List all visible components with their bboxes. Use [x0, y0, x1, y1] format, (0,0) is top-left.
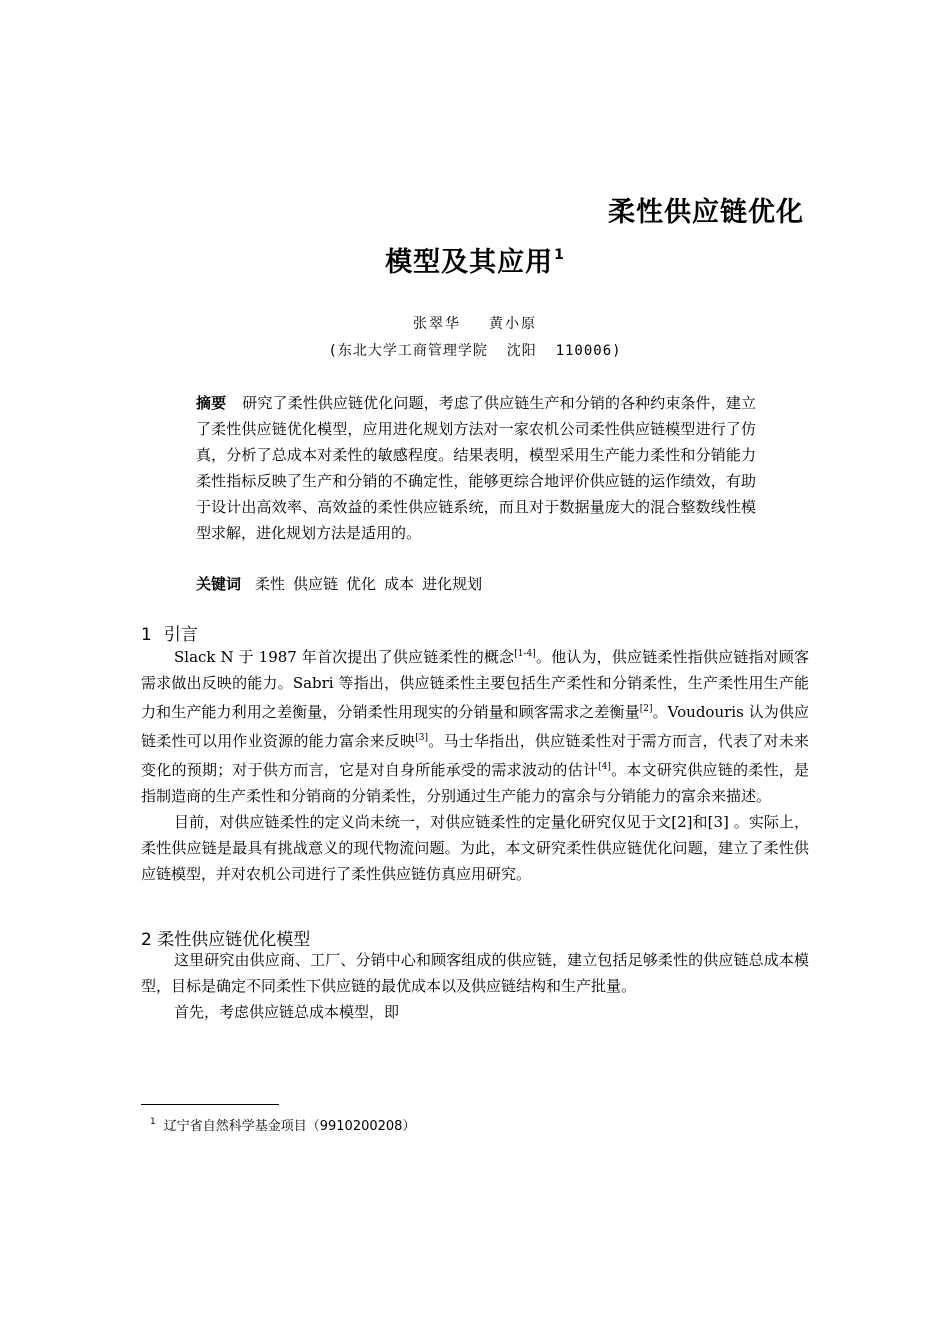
- keywords: [196, 571, 756, 597]
- section-2-paragraph-2: 首先，考虑供应链总成本模型，即: [174, 1003, 400, 1021]
- section-1-title: 引言: [163, 625, 198, 645]
- citation-ref: [3]: [415, 733, 429, 743]
- author-1: 张翠华: [413, 316, 461, 332]
- citation-ref: [1-4]: [514, 649, 536, 659]
- section-2-paragraph-1: 这里研究由供应商、工厂、分销中心和顾客组成的供应链，建立包括足够柔性的供应链总成本模型，目标是确定不同柔性下供应链的最优成本以及供应链结构和生产批量。: [141, 951, 809, 995]
- section-1-paragraph-2: 目前，对供应链柔性的定义尚未统一，对供应链柔性的定量化研究仅见于文[2]和[3] 。实际上，柔性供应链是最具有挑战意义的现代物流问题。为此，本文研究柔性供应链优化问题，建立了柔性供应链模型，并对农机公司进行了柔性供应链仿真应用研究。: [141, 813, 809, 883]
- text-run: 。马士华指出，供应链柔性对于需方而言，代表了对未来变化的预期；对于供方而言，它是对自身所能承受的需求波动的估计: [141, 732, 809, 779]
- abstract: [196, 390, 756, 546]
- footnote: [150, 1115, 415, 1134]
- keyword-4: 成本: [384, 575, 415, 593]
- citation-ref: [4]: [598, 762, 611, 772]
- text-run: 。Voudouris 认为供应链柔性可以用作业资源的能力富余来反映: [141, 703, 809, 750]
- abstract-label: 摘要: [196, 394, 227, 412]
- affiliation: (东北大学工商管理学院 沈阳 110006): [328, 343, 622, 359]
- text-run: 。他认为，供应链柔性指供应链指对顾客需求做出反映的能力。Sabri 等指出，供应链柔性主要包括生产柔性和分销柔性，生产柔性用生产能力和生产能力利用之差衡量，分销柔性用现实的分销量和顾客需求之差衡量: [141, 648, 809, 721]
- author-2: 黄小原: [489, 316, 537, 332]
- keyword-2: 供应链: [293, 575, 339, 593]
- section-1-paragraph-1: [141, 641, 809, 809]
- footnote-text: 辽宁省自然科学基金项目（9910200208）: [163, 1119, 416, 1134]
- section-2-heading: 2 柔性供应链优化模型: [141, 930, 311, 950]
- abstract-text: 研究了柔性供应链优化问题，考虑了供应链生产和分销的各种约束条件，建立了柔性供应链优化模型，应用进化规划方法对一家农机公司柔性供应链模型进行了仿真，分析了总成本对柔性的敏感程度。结果表明，模型采用生产能力柔性和分销能力柔性指标反映了生产和分销的不确定性，能够更综合地评价供应链的运作绩效，有助于设计出高效率、高效益的柔性供应链系统，而且对于数据量庞大的混合整数线性模型求解，进化规划方法是适用的。: [196, 394, 756, 542]
- title-line-2: [0, 240, 950, 279]
- keywords-label: 关键词: [196, 575, 242, 593]
- keyword-1: 柔性: [255, 575, 286, 593]
- footnote-mark: 1: [150, 1117, 156, 1127]
- keyword-5: 进化规划: [422, 575, 483, 593]
- keyword-3: 优化: [346, 575, 377, 593]
- title-line-1: 柔性供应链优化: [608, 197, 804, 228]
- footnote-divider: [141, 1104, 279, 1105]
- title-footnote-mark: 1: [554, 247, 565, 263]
- text-run: 。本文研究供应链的柔性，是指制造商的生产柔性和分销商的分销柔性，分别通过生产能力的富余与分销能力的富余来描述。: [141, 761, 809, 805]
- citation-ref: [2]: [639, 704, 653, 714]
- authors: [0, 313, 950, 333]
- text-run: Slack N 于 1987 年首次提出了供应链柔性的概念: [174, 648, 515, 666]
- section-1-number: 1: [141, 625, 152, 645]
- section-2-body: [141, 947, 809, 1025]
- title-line-2-text: 模型及其应用: [385, 247, 554, 278]
- section-1-body: [141, 641, 809, 887]
